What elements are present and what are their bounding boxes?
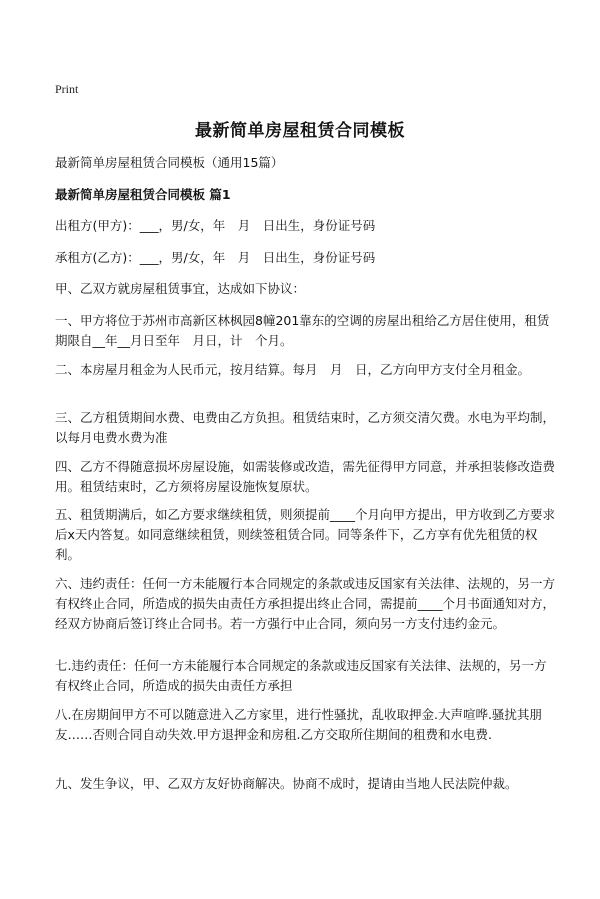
paragraph-clause-3: 三、乙方租赁期间水费、电费由乙方负担。租赁结束时，乙方须交清欠费。水电为平均制，以每月电费水费为准 [55, 410, 556, 445]
paragraph-clause-6: 六、违约责任：任何一方未能履行本合同规定的条款或违反国家有关法律、法规的，另一方有权终止合同，所造成的损失由责任方承担提出终止合同，需提前____个月书面通知对方，经双方协商后签订终止合同书。若一方强行中止合同，须向另一方支付违约金元。 [55, 576, 556, 631]
paragraph-lessee: 承租方(乙方)：___，男/女，年 月 日出生，身份证号码 [55, 250, 376, 265]
section-heading: 最新简单房屋租赁合同模板 篇1 [55, 187, 231, 202]
paragraph-clause-9: 九、发生争议，甲、乙双方友好协商解决。协商不成时，提请由当地人民法院仲裁。 [55, 776, 518, 791]
paragraph-agreement-intro: 甲、乙双方就房屋租赁事宜，达成如下协议： [55, 281, 306, 296]
page-title: 最新简单房屋租赁合同模板 [195, 121, 405, 141]
document-subtitle: 最新简单房屋租赁合同模板（通用15篇） [55, 155, 284, 170]
paragraph-clause-2: 二、本房屋月租金为人民币元，按月结算。每月 月 日，乙方向甲方支付全月租金。 [55, 362, 531, 377]
paragraph-clause-7: 七.违约责任：任何一方未能履行本合同规定的条款或违反国家有关法律、法规的，另一方有权终止合同，所造成的损失由责任方承担 [55, 658, 547, 693]
paragraph-clause-5: 五、租赁期满后，如乙方要求继续租赁，则须提前____个月向甲方提出，甲方收到乙方要求后x天内答复。如同意继续租赁，则续签租赁合同。同等条件下，乙方享有优先租赁的权利。 [55, 507, 556, 562]
paragraph-clause-8: 八.在房期间甲方不可以随意进入乙方家里，进行性骚扰，乱收取押金.大声喧哗.骚扰其朋友……否则合同自动失效.甲方退押金和房租.乙方交取所住期间的租费和水电费. [55, 707, 542, 742]
paragraph-clause-4: 四、乙方不得随意损坏房屋设施，如需装修或改造，需先征得甲方同意，并承担装修改造费用。租赁结束时，乙方须将房屋设施恢复原状。 [55, 459, 556, 494]
paragraph-lessor: 出租方(甲方)：___，男/女，年 月 日出生，身份证号码 [55, 218, 376, 233]
paragraph-clause-1: 一、甲方将位于苏州市高新区林枫园8幢201靠东的空调的房屋出租给乙方居住使用，租赁期限自__年__月日至年 月日，计 个月。 [55, 313, 550, 348]
print-label: Print [55, 82, 79, 96]
